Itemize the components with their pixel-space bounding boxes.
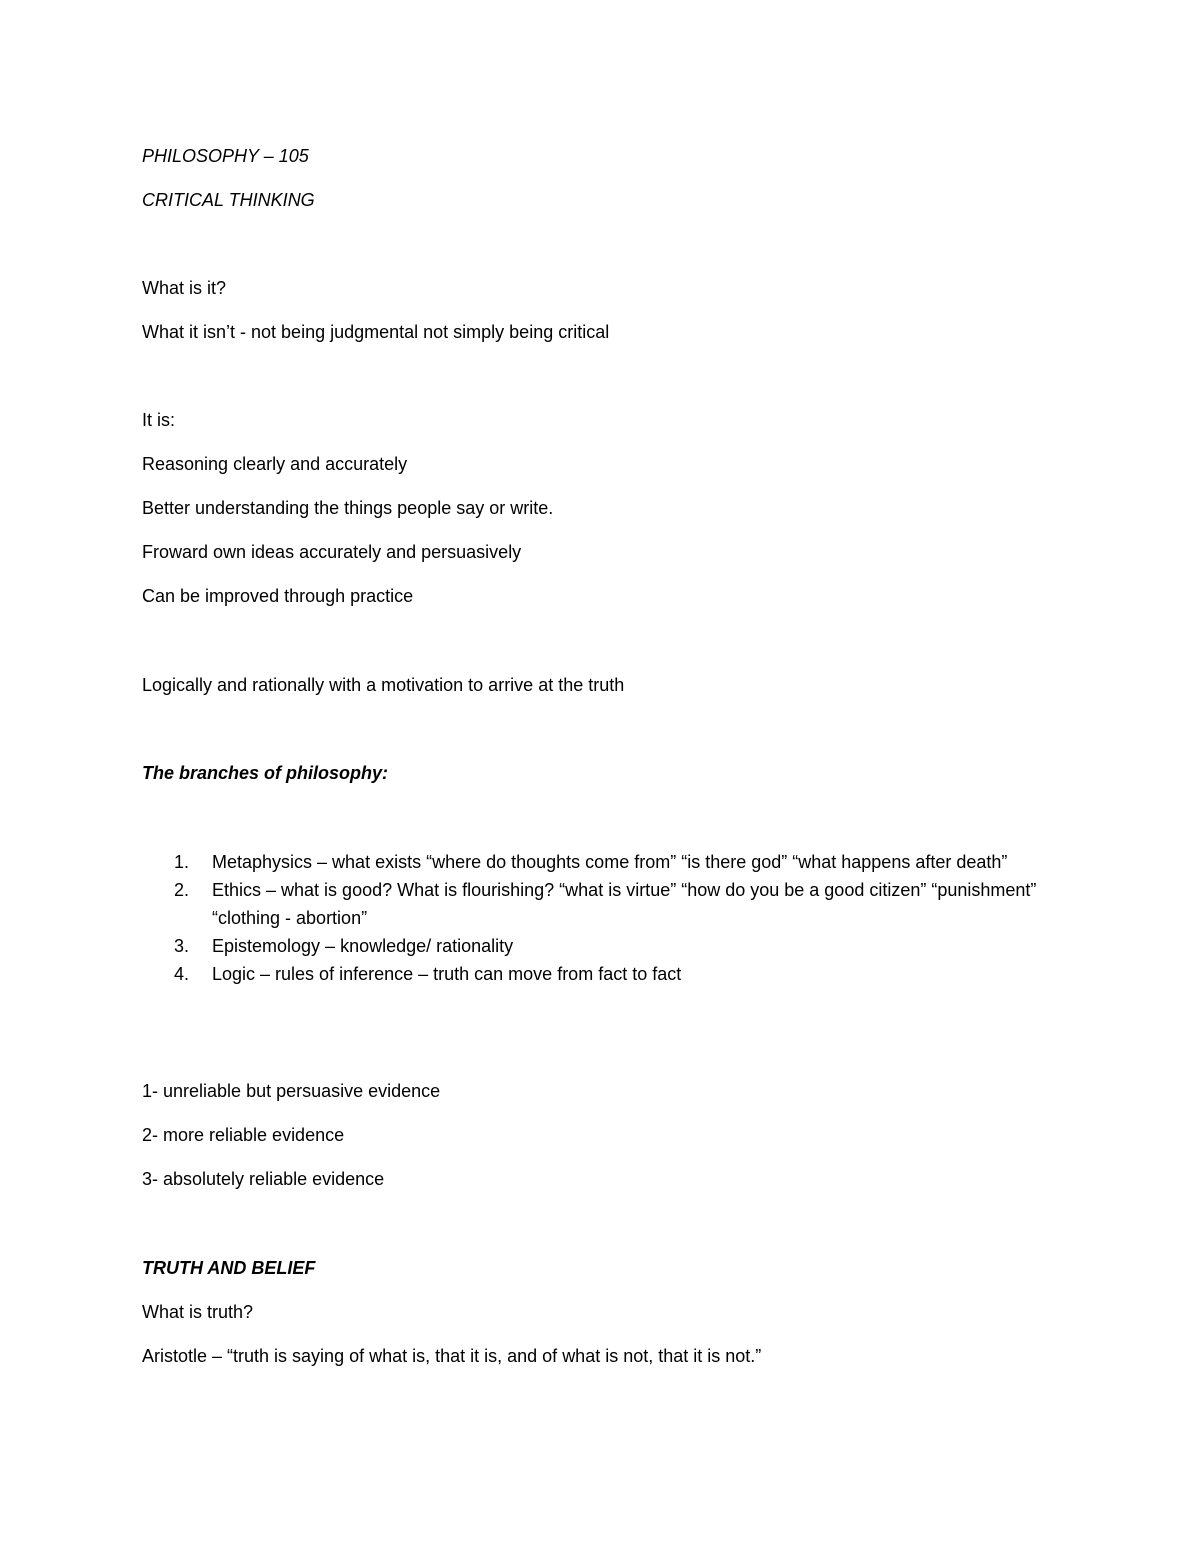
list-number: 4.	[174, 964, 190, 984]
branches-heading: The branches of philosophy:	[142, 763, 389, 783]
it-is-item: Froward own ideas accurately and persuasively	[142, 542, 522, 562]
summary-line: Logically and rationally with a motivation to arrive at the truth	[142, 675, 625, 695]
list-number: 3.	[174, 936, 190, 956]
list-number: 1.	[174, 852, 190, 872]
aristotle-quote: Aristotle – “truth is saying of what is, that it is, and of what is not, that it is not.”	[142, 1346, 762, 1366]
list-item	[142, 876, 1062, 932]
list-text: Ethics – what is good? What is flourishing? “what is virtue” “how do you be a good citizen” “punishment” “clothing - abortion”	[212, 880, 1037, 928]
list-number: 2.	[174, 880, 190, 900]
evidence-line: 1- unreliable but persuasive evidence	[142, 1081, 441, 1101]
it-is-item: Reasoning clearly and accurately	[142, 454, 408, 474]
it-is-heading: It is:	[142, 410, 176, 430]
course-title: PHILOSOPHY – 105	[142, 146, 309, 166]
list-item	[142, 960, 1062, 988]
it-is-item: Better understanding the things people say or write.	[142, 498, 554, 518]
evidence-line: 3- absolutely reliable evidence	[142, 1169, 385, 1189]
question-what-is-it: What is it?	[142, 278, 227, 298]
list-text: Metaphysics – what exists “where do thoughts come from” “is there god” “what happens after death”	[212, 852, 1008, 872]
list-text: Epistemology – knowledge/ rationality	[212, 936, 514, 956]
what-it-isnt: What it isn’t - not being judgmental not simply being critical	[142, 322, 610, 342]
list-item	[142, 932, 1062, 960]
list-text: Logic – rules of inference – truth can move from fact to fact	[212, 964, 682, 984]
evidence-line: 2- more reliable evidence	[142, 1125, 345, 1145]
truth-heading: TRUTH AND BELIEF	[142, 1258, 316, 1278]
truth-question: What is truth?	[142, 1302, 254, 1322]
list-item	[142, 848, 1062, 876]
it-is-item: Can be improved through practice	[142, 586, 414, 606]
course-subtitle: CRITICAL THINKING	[142, 190, 315, 210]
branches-list	[142, 848, 1062, 988]
